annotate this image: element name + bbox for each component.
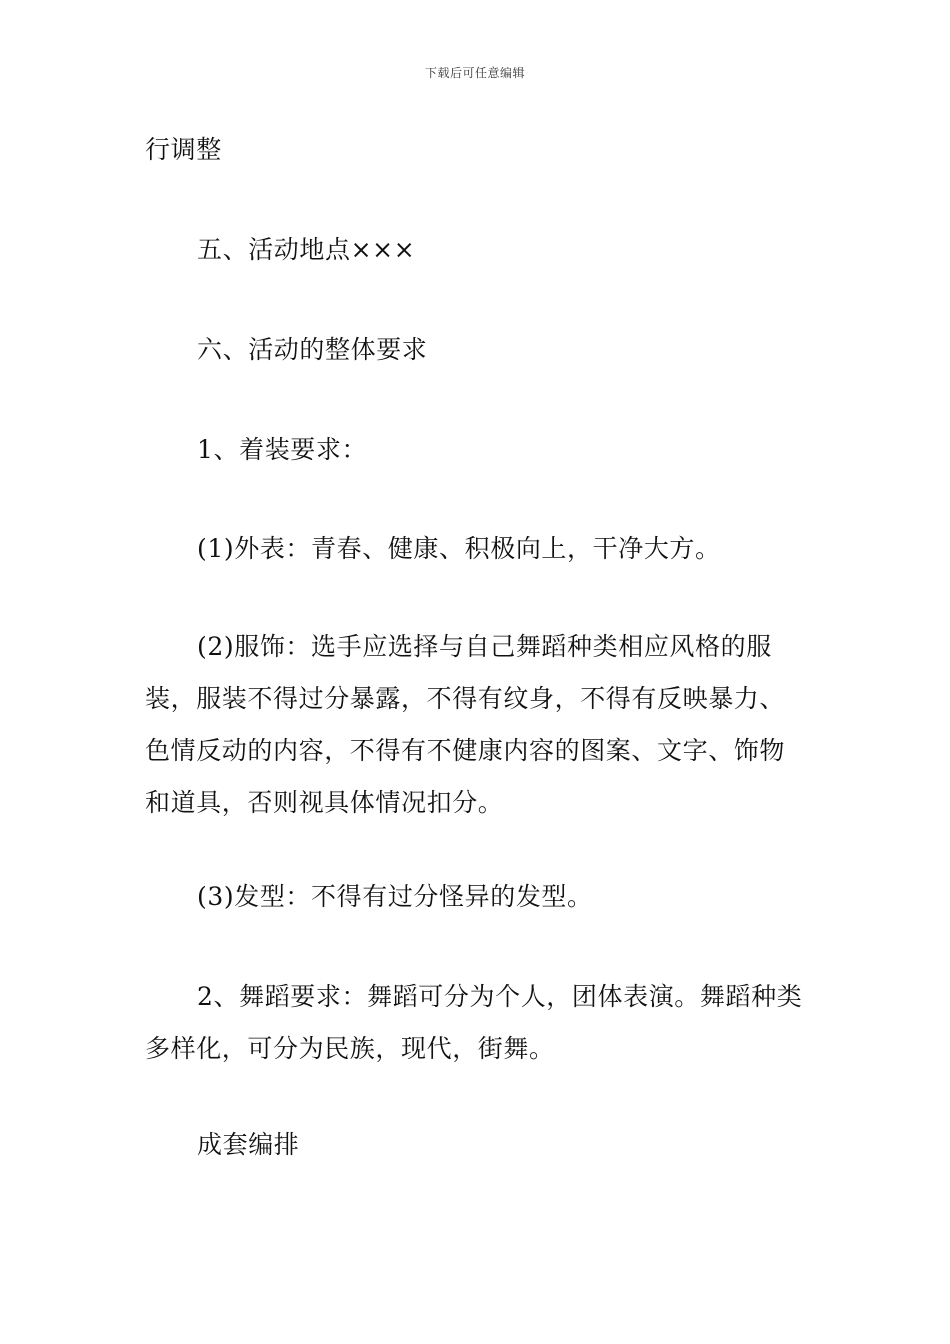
hairstyle-item: (3)发型：不得有过分怪异的发型。 xyxy=(197,882,593,911)
paragraph-continuation: 行调整 xyxy=(145,135,222,164)
costume-item: (2)服饰：选手应选择与自己舞蹈种类相应风格的服装，服装不得过分暴露，不得有纹身，不得有反映暴力、色情反动的内容，不得有不健康内容的图案、文字、饰物和道具，否则视具体情况扣分。 xyxy=(145,632,786,817)
section-five-heading: 五、活动地点××× xyxy=(197,235,416,264)
appearance-item: (1)外表：青春、健康、积极向上，干净大方。 xyxy=(197,534,721,563)
dress-requirements-heading: 1、着装要求： xyxy=(197,435,368,464)
section-six-heading: 六、活动的整体要求 xyxy=(197,335,428,364)
choreography-heading: 成套编排 xyxy=(197,1130,300,1159)
page-header: 下载后可任意编辑 xyxy=(424,66,525,80)
dance-requirements-paragraph: 2、舞蹈要求：舞蹈可分为个人，团体表演。舞蹈种类多样化，可分为民族，现代，街舞。 xyxy=(145,982,803,1063)
